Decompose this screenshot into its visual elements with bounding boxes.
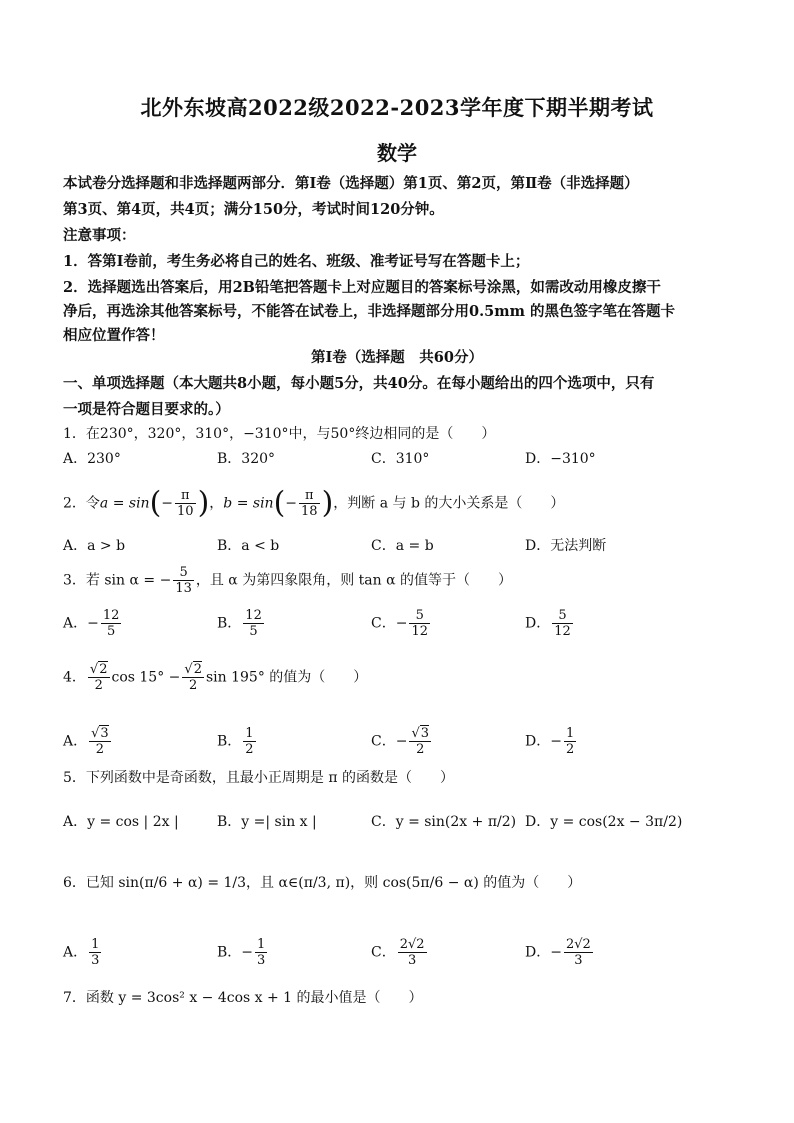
option-b: B．a < b [217,538,280,554]
q4-den: 2 [416,742,425,757]
instruction-line: 1．答第Ⅰ卷前，考生务必将自己的姓名、班级、准考证号写在答题卡上； [63,253,530,270]
question-4-stem: 4． $\frac{√2}{2}$ cos 15° − $\frac{√2}{2}$ sin 195° 的值为（ ） [63,662,368,693]
q2-num1: π [175,488,196,504]
section-title: 第Ⅰ卷（选择题 共60分） [311,349,483,366]
option-c: C．310° [371,451,430,467]
question-2-stem: 2．令a = sin(− $\frac{\pi}{10}$ )，b = sin(− $\frac{\pi}{18}$ )，判断 a 与 b 的大小关系是（ ） [63,485,565,521]
option-c: C．− $\frac{5}{12}$ [371,608,428,639]
instruction-line: 净后，再选涂其他答案标号，不能答在试卷上，非选择题部分用0.5mm 的黑色签字笔在答题卡 [63,303,675,320]
option-a: A．y = cos | 2x | [63,814,179,830]
option-a: A． $\frac{1}{3}$ [63,937,100,968]
q4-den: 2 [95,742,105,757]
instruction-line: 第3页、第4页，共4页；满分150分，考试时间120分钟。 [63,201,444,218]
q4-den: 2 [245,742,254,757]
option-d: D． $\frac{5}{12}$ [525,608,571,639]
q3-d-num: 5 [552,608,573,624]
q2-a-expr: a = sin [99,495,150,512]
q6-d-num: 2√2 [565,937,591,952]
q2-den2: 18 [301,504,318,519]
q3-num: 5 [173,565,194,581]
q4-mid1: cos 15° − [111,669,181,686]
option-b: B． $\frac{1}{2}$ [217,726,254,757]
exam-title: 北外东坡高2022级2022-2023学年度下期半期考试 [140,95,654,120]
instruction-line: 2．选择题选出答案后，用2B铅笔把答题卡上对应题目的答案标号涂黑，如需改动用橡皮擦干 [63,279,661,296]
question-3-stem [63,565,512,596]
option-c: C．− $\frac{√3}{2}$ [371,726,430,757]
option-b: B．− $\frac{1}{3}$ [217,937,266,968]
q6-c-num: 2√2 [399,937,425,952]
q6-d-den: 3 [574,953,583,968]
q3-a-num: 12 [102,608,120,623]
part-heading: 一、单项选择题（本大题共8小题，每小题5分，共40分。在每小题给出的四个选项中，只有 [63,375,655,392]
option-c: C． $\frac{2√2}{3}$ [371,937,425,968]
q2-num2: π [299,488,320,504]
option-d: D．无法判断 [525,538,607,554]
q4-den: 2 [94,678,103,693]
instruction-line: 本试卷分选择题和非选择题两部分．第Ⅰ卷（选择题）第1页、第2页，第Ⅱ卷（非选择题） [63,175,639,192]
notice-heading: 注意事项： [63,227,136,244]
option-a: A．a > b [63,538,126,554]
q3-prefix: 3．若 sin α = − [63,572,172,589]
option-c: C．a = b [371,538,434,554]
q6-b-num: 1 [257,937,266,952]
q3-suffix: ，且 α 为第四象限角，则 tan α 的值等于（ ） [195,572,513,589]
question-6-stem: 6．已知 sin(π/6 + α) = 1/3，且 α∈(π/3, π)，则 cos(5π/6 − α) 的值为（ ） [63,875,582,891]
option-b: B．y =| sin x | [217,814,317,830]
option-d: D．−310° [525,451,596,467]
option-a: A． $\frac{√3}{2}$ [63,726,109,757]
q4-c-num: 3 [420,726,430,741]
q6-a-den: 3 [91,953,100,968]
q4-den: 2 [565,742,575,757]
q2-suffix: ，判断 a 与 b 的大小关系是（ ） [333,495,565,512]
q4-d-num: 1 [565,726,575,741]
q3-c-den: 12 [411,624,428,639]
option-a: A．230° [63,451,121,467]
subject-title: 数学 [377,141,417,165]
q4-den: 2 [189,678,198,693]
option-d: D．− $\frac{2√2}{3}$ [525,937,591,968]
option-a: A．− $\frac{12}{5}$ [63,608,120,639]
question-1-stem: 1．在230°，320°，310°，−310°中，与50°终边相同的是（ ） [63,426,496,442]
part-heading: 一项是符合题目要求的。） [63,401,230,418]
q4-prefix: 4． [63,669,86,686]
q2-den1: 10 [177,504,194,519]
q2-b-expr: b = sin [223,495,274,512]
q6-a-num: 1 [91,937,100,952]
q4-mid2: sin 195° 的值为（ ） [205,669,368,686]
instruction-line: 相应位置作答！ [63,327,165,344]
q3-den: 13 [175,581,192,596]
question-5-stem: 5．下列函数中是奇函数，且最小正周期是 π 的函数是（ ） [63,770,455,786]
q3-a-den: 5 [106,624,116,639]
q4-b-num: 1 [245,726,254,741]
q3-b-num: 12 [245,608,262,623]
option-b: B．320° [217,451,276,467]
option-d: D．y = cos(2x − 3π/2) [525,814,683,830]
q3-d-den: 12 [554,624,571,639]
question-7-stem: 7．函数 y = 3cos² x − 4cos x + 1 的最小值是（ ） [63,990,423,1006]
q6-b-den: 3 [257,953,266,968]
q3-b-den: 5 [249,624,258,639]
option-b: B． $\frac{12}{5}$ [217,608,262,639]
option-d: D．− $\frac{1}{2}$ [525,726,575,757]
option-c: C．y = sin(2x + π/2) [371,814,517,830]
q2-prefix: 2．令 [63,495,100,512]
q4-a-num: 3 [100,726,109,741]
q6-c-den: 3 [407,953,417,968]
q3-c-num: 5 [409,608,430,624]
